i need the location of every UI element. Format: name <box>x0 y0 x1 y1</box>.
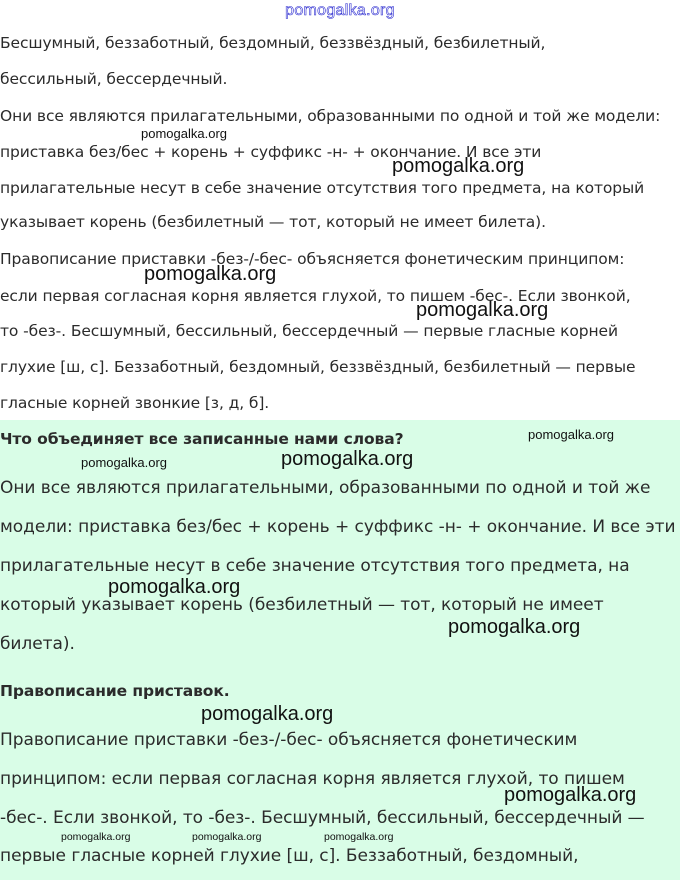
paragraph-line: Бесшумный, беззаботный, бездомный, беззвёздный, безбилетный, <box>0 34 546 52</box>
watermark: pomogalka.org <box>108 576 241 598</box>
answer-line: билета). <box>0 634 75 654</box>
answer-line: модели: приставка без/бес + корень + суффикс -н- + окончание. И все эти <box>0 517 676 537</box>
rule-line: принципом: если первая согласная корня является глухой, то пишем <box>0 769 625 789</box>
watermark: pomogalka.org <box>528 427 614 442</box>
paragraph-line: прилагательные несут в себе значение отсутствия того предмета, на который <box>0 179 645 197</box>
watermark: pomogalka.org <box>281 448 414 470</box>
watermark: pomogalka.org <box>201 703 334 725</box>
watermark: pomogalka.org <box>392 155 525 177</box>
rule-line: Правописание приставки -без-/-бес- объясняется фонетическим <box>0 730 578 750</box>
paragraph-line: если первая согласная корня является глухой, то пишем -бес-. Если звонкой, <box>0 287 631 305</box>
answer-line: который указывает корень (безбилетный — тот, который не имеет <box>0 595 604 615</box>
watermark: pomogalka.org <box>416 299 549 321</box>
paragraph-line: указывает корень (безбилетный — тот, который не имеет билета). <box>0 213 546 231</box>
answer-line: прилагательные несут в себе значение отсутствия того предмета, на <box>0 556 630 576</box>
watermark: pomogalka.org <box>141 126 227 141</box>
paragraph-line: Правописание приставки -без-/-бес- объясняется фонетическим принципом: <box>0 250 625 268</box>
watermark: pomogalka.org <box>448 616 581 638</box>
paragraph-line: приставка без/бес + корень + суффикс -н- + окончание. И все эти <box>0 143 542 161</box>
answer-section <box>0 420 680 880</box>
watermark: pomogalka.org <box>81 455 167 470</box>
watermark: pomogalka.org <box>192 831 262 843</box>
watermark: pomogalka.org <box>504 784 637 806</box>
rule-line: первые гласные корней глухие [ш, с]. Беззаботный, бездомный, <box>0 846 579 866</box>
paragraph-line: бессильный, бессердечный. <box>0 70 228 88</box>
subheading: Правописание приставок. <box>0 682 230 700</box>
watermark: pomogalka.org <box>324 831 394 843</box>
watermark: pomogalka.org <box>61 831 131 843</box>
answer-line: Они все являются прилагательными, образованными по одной и той же <box>0 478 651 498</box>
paragraph-line: гласные корней звонкие [з, д, б]. <box>0 394 270 412</box>
paragraph-line: то -без-. Бесшумный, бессильный, бессердечный — первые гласные корней <box>0 322 618 340</box>
text-section-1 <box>0 0 680 420</box>
paragraph-line: Они все являются прилагательными, образованными по одной и той же модели: <box>0 107 661 125</box>
paragraph-line: глухие [ш, с]. Беззаботный, бездомный, беззвёздный, безбилетный — первые <box>0 358 636 376</box>
rule-line: -бес-. Если звонкой, то -без-. Бесшумный, бессильный, бессердечный — <box>0 808 645 828</box>
site-watermark-top: pomogalka.org <box>285 2 395 19</box>
watermark: pomogalka.org <box>144 263 277 285</box>
question-heading: Что объединяет все записанные нами слова? <box>0 430 404 448</box>
